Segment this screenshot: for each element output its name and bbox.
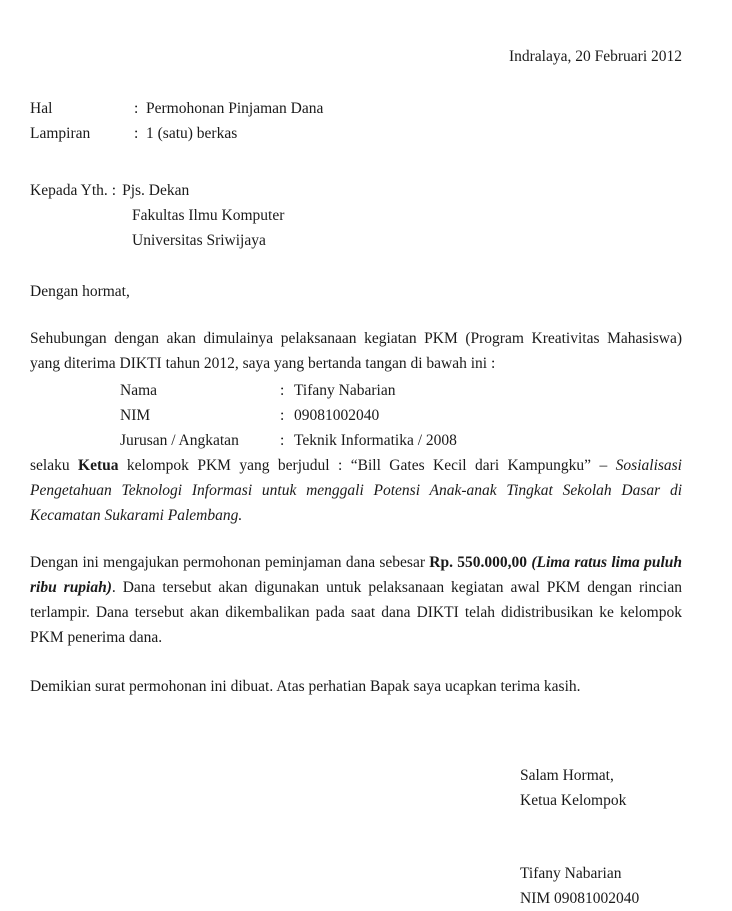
role-paragraph-prefix: selaku bbox=[30, 457, 79, 474]
recipient-separator: : bbox=[111, 182, 117, 199]
signer-nim: NIM 09081002040 bbox=[520, 890, 640, 907]
signature-block bbox=[30, 763, 682, 813]
header-field-label: Hal bbox=[30, 100, 53, 117]
role-emphasis: Ketua bbox=[78, 457, 119, 474]
recipient-line-1: Pjs. Dekan bbox=[122, 182, 190, 199]
applicant-detail-separator: : bbox=[280, 382, 285, 399]
applicant-detail-row bbox=[120, 428, 682, 453]
applicant-detail-value: Tifany Nabarian bbox=[294, 382, 396, 399]
role-paragraph bbox=[30, 453, 682, 528]
applicant-detail-row bbox=[120, 378, 682, 403]
applicant-detail-label: Jurusan / Angkatan bbox=[120, 432, 239, 449]
salutation: Dengan hormat, bbox=[30, 283, 130, 300]
header-field-value: Permohonan Pinjaman Dana bbox=[146, 100, 324, 117]
applicant-detail-label: NIM bbox=[120, 407, 151, 424]
request-paragraph bbox=[30, 550, 682, 650]
request-part-2: . Dana tersebut akan digunakan untuk pelaksanaan kegiatan awal PKM dengan rincian terlampir. Dana tersebut akan dikembalikan pada saat dana DIKTI telah didistribusikan ke kelompok PKM penerima dana. bbox=[30, 579, 682, 646]
request-part-1: Dengan ini mengajukan permohonan peminjaman dana sebesar bbox=[30, 554, 430, 571]
signer-name: Tifany Nabarian bbox=[520, 865, 622, 882]
intro-paragraph: Sehubungan dengan akan dimulainya pelaksanaan kegiatan PKM (Program Kreativitas Mahasiswa) yang diterima DIKTI tahun 2012, saya yang bertanda tangan di bawah ini : bbox=[30, 330, 682, 372]
header-field-row bbox=[30, 96, 682, 121]
header-field-separator: : bbox=[134, 100, 139, 117]
header-field-separator: : bbox=[134, 125, 139, 142]
header-field-label: Lampiran bbox=[30, 125, 91, 142]
header-fields bbox=[30, 96, 682, 146]
recipient-line-3: Universitas Sriwijaya bbox=[132, 232, 266, 249]
applicant-details bbox=[30, 378, 682, 453]
closing-paragraph: Demikian surat permohonan ini dibuat. Atas perhatian Bapak saya ucapkan terima kasih. bbox=[30, 678, 581, 695]
applicant-detail-value: Teknik Informatika / 2008 bbox=[294, 432, 457, 449]
signature-space bbox=[30, 813, 682, 861]
recipient-to-label: Kepada Yth. bbox=[30, 182, 108, 199]
role-paragraph-middle: kelompok PKM yang berjudul : “Bill Gates Kecil dari Kampungku” – bbox=[118, 457, 616, 474]
date-line: Indralaya, 20 Februari 2012 bbox=[508, 48, 682, 65]
applicant-detail-row bbox=[120, 403, 682, 428]
recipient-line-2: Fakultas Ilmu Komputer bbox=[132, 207, 285, 224]
signer-block bbox=[30, 861, 682, 911]
signature-greeting: Salam Hormat, bbox=[520, 767, 614, 784]
header-field-value: 1 (satu) berkas bbox=[146, 125, 238, 142]
applicant-detail-label: Nama bbox=[120, 382, 158, 399]
header-field-row bbox=[30, 121, 682, 146]
requested-amount: Rp. 550.000,00 bbox=[429, 554, 528, 571]
recipient-primary-line bbox=[30, 178, 682, 203]
recipient-block bbox=[30, 178, 682, 253]
signature-title: Ketua Kelompok bbox=[520, 792, 627, 809]
applicant-detail-separator: : bbox=[280, 407, 285, 424]
applicant-detail-value: 09081002040 bbox=[294, 407, 380, 424]
letter-content bbox=[30, 0, 682, 911]
requested-amount-words: (Lima ratus lima puluh ribu rupiah) bbox=[30, 554, 682, 596]
project-subtitle: Sosialisasi Pengetahuan Teknologi Informasi untuk menggali Potensi Anak-anak Tingkat Sekolah Dasar di Kecamatan Sukarami Palembang. bbox=[30, 457, 682, 524]
applicant-detail-separator: : bbox=[280, 432, 285, 449]
